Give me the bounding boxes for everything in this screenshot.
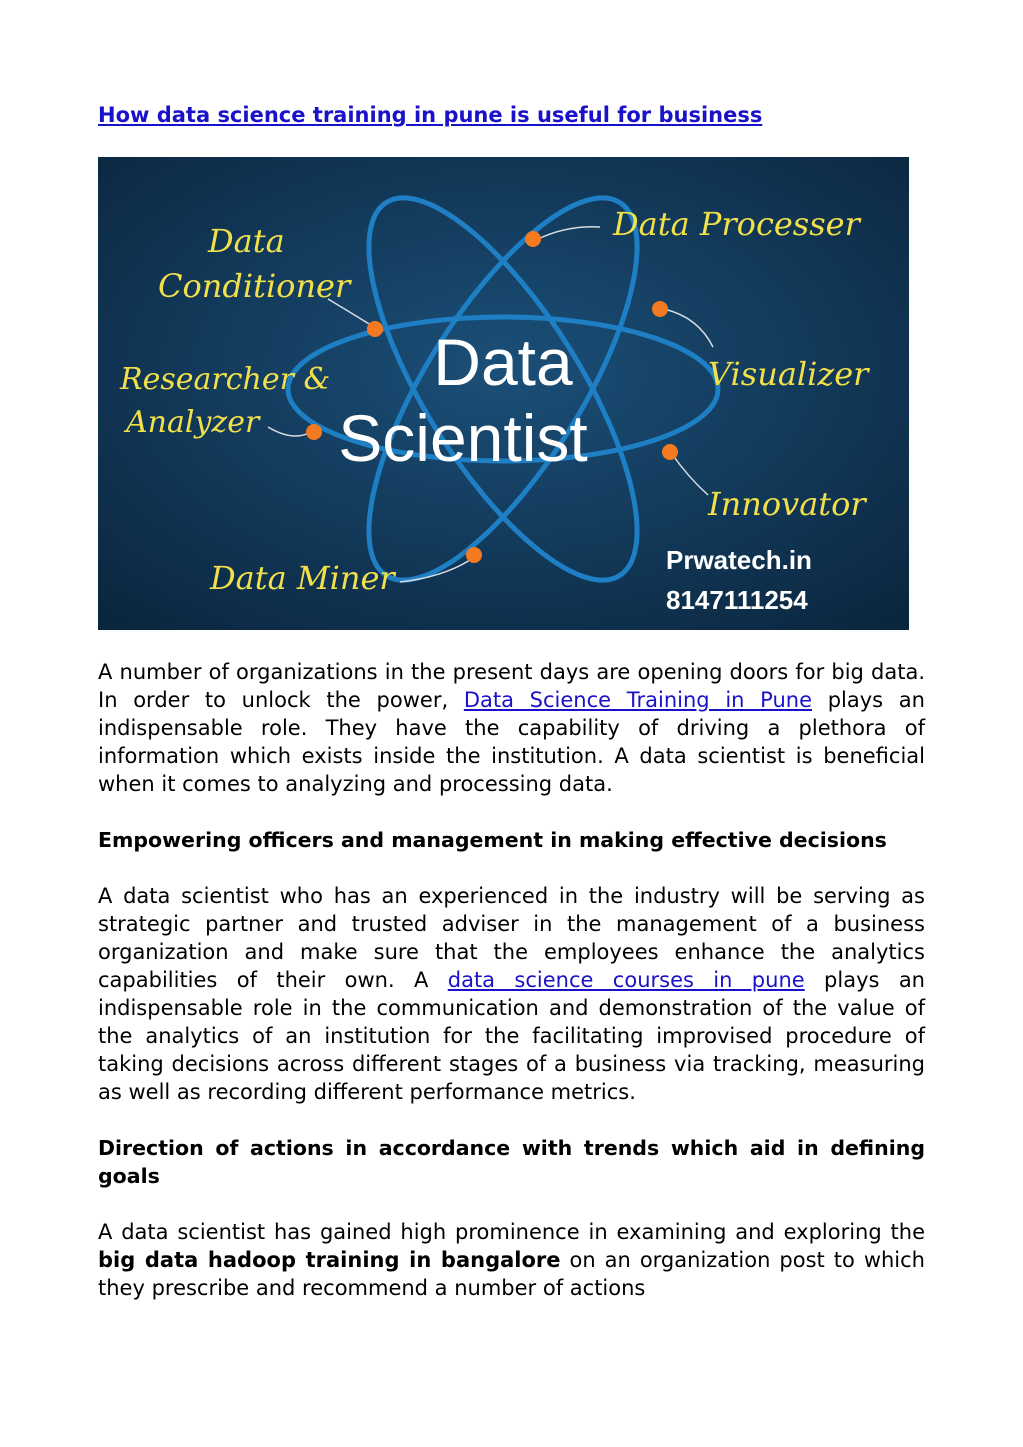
section-heading-direction: Direction of actions in accordance with trends which aid in defining goals (98, 1136, 925, 1188)
dot-innovator (662, 444, 678, 460)
data-science-training-pune-link[interactable]: Data Science Training in Pune (463, 688, 813, 712)
dot-processer (525, 231, 541, 247)
title-link[interactable]: How data science training in pune is useful for business (98, 103, 763, 127)
hero-image (98, 157, 909, 630)
dot-miner (466, 547, 482, 563)
article-body (98, 658, 925, 1302)
spacer (98, 1190, 925, 1218)
dot-visualizer (652, 301, 668, 317)
phone-text: 8147111254 (666, 585, 808, 615)
label-data-conditioner-2: Conditioner (158, 267, 351, 305)
page-title (98, 98, 925, 132)
spacer (98, 798, 925, 826)
section-heading-empowering: Empowering officers and management in making effective decisions (98, 828, 887, 852)
big-data-hadoop-bold: big data hadoop training in bangalore (98, 1248, 561, 1272)
paragraph-strategic (98, 882, 925, 1106)
center-text-line2: Scientist (338, 401, 588, 475)
paragraph-strategic-text-2: plays an indispensable role in the communication and demonstration of the value of the analytics of an institution for the facilitating improvised procedure of taking decisions across different stages of a business via tracking, measuring as well as recording different performance metrics. (98, 968, 925, 1104)
label-data-miner: Data Miner (210, 559, 395, 597)
paragraph-prominence-text-2: on an organization post to which they prescribe and recommend a number of actions (98, 1248, 925, 1300)
label-data-processer: Data Processer (613, 205, 860, 243)
brand-text: Prwatech.in (666, 545, 812, 575)
dot-researcher (306, 424, 322, 440)
spacer (98, 854, 925, 882)
spacer (98, 1106, 925, 1134)
label-researcher-1: Researcher & (120, 362, 331, 397)
data-scientist-diagram (98, 157, 909, 630)
center-text-line1: Data (433, 325, 573, 399)
label-data-conditioner-1: Data (208, 222, 285, 260)
label-researcher-2: Analyzer (126, 405, 260, 440)
dot-conditioner (367, 321, 383, 337)
data-science-courses-pune-link[interactable]: data science courses in pune (447, 968, 805, 992)
paragraph-prominence (98, 1218, 925, 1302)
paragraph-intro-text-2: plays an indispensable role. They have the capability of driving a plethora of information which exists inside the institution. A data scientist is beneficial when it comes to analyzing and processing data. (98, 688, 925, 796)
paragraph-strategic-text-1: A data scientist who has an experienced in the industry will be serving as strategic partner and trusted adviser in the management of a business organization and make sure that the employees enhance the analytics capabilities of their own. A (98, 884, 925, 992)
label-innovator: Innovator (708, 485, 866, 523)
paragraph-intro (98, 658, 925, 798)
label-visualizer: Visualizer (708, 355, 869, 393)
paragraph-intro-text-1: A number of organizations in the present days are opening doors for big data. In order to unlock the power, (98, 660, 925, 712)
document-page (98, 98, 925, 132)
paragraph-prominence-text-1: A data scientist has gained high prominence in examining and exploring the (98, 1220, 925, 1244)
